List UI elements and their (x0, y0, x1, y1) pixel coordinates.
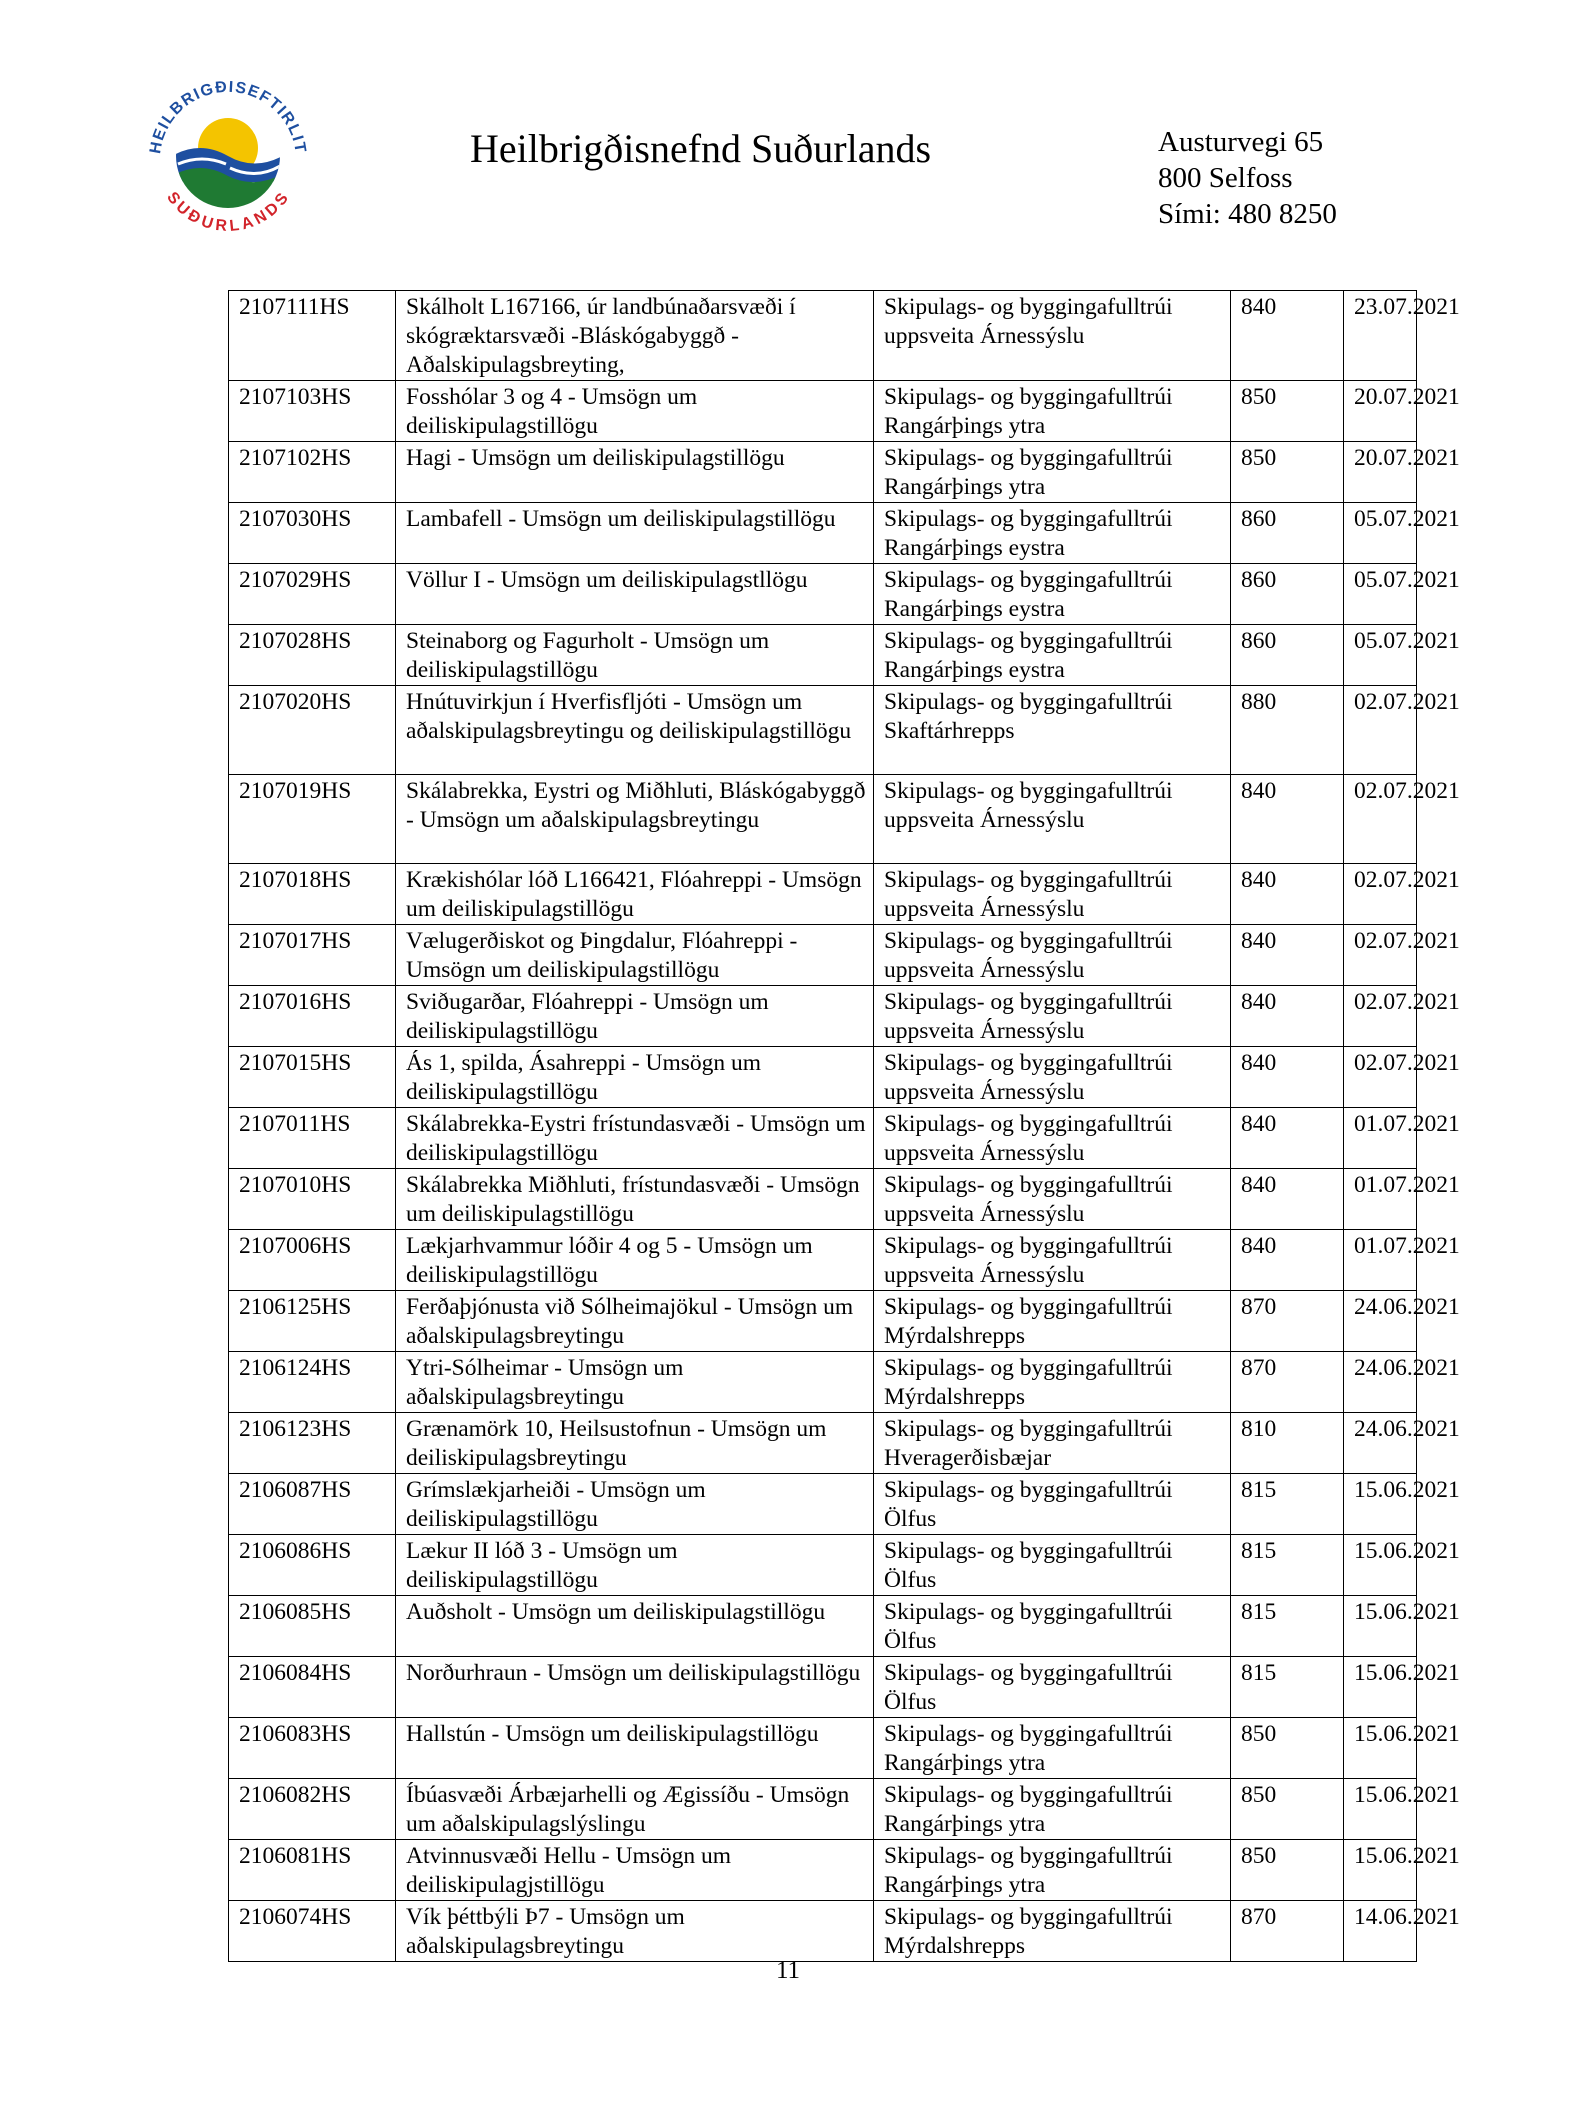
table-row (229, 1474, 1417, 1535)
record-authority-cell: Skipulags- og byggingafulltrúi Mýrdalshrepps (874, 1352, 1231, 1413)
table-row (229, 1291, 1417, 1352)
record-postcode-cell: 870 (1231, 1352, 1344, 1413)
record-authority-cell: Skipulags- og byggingafulltrúi Mýrdalshrepps (874, 1901, 1231, 1962)
record-description-cell: Skálholt L167166, úr landbúnaðarsvæði í skógræktarsvæði -Bláskógabyggð - Aðalskipulagsbreyting, (396, 291, 874, 381)
record-description-cell: Steinaborg og Fagurholt - Umsögn um deiliskipulagstillögu (396, 625, 874, 686)
table-row (229, 1413, 1417, 1474)
record-id-cell: 2107030HS (229, 503, 396, 564)
record-authority-cell: Skipulags- og byggingafulltrúi uppsveita Árnessýslu (874, 1169, 1231, 1230)
table-row (229, 564, 1417, 625)
record-description-cell: Hallstún - Umsögn um deiliskipulagstillögu (396, 1718, 874, 1779)
record-date-cell: 01.07.2021 (1344, 1169, 1417, 1230)
record-postcode-cell: 815 (1231, 1474, 1344, 1535)
table-row (229, 925, 1417, 986)
record-id-cell: 2106084HS (229, 1657, 396, 1718)
table-row (229, 442, 1417, 503)
record-id-cell: 2106082HS (229, 1779, 396, 1840)
table-row (229, 775, 1417, 864)
record-postcode-cell: 850 (1231, 442, 1344, 503)
record-postcode-cell: 840 (1231, 1230, 1344, 1291)
table-row (229, 986, 1417, 1047)
record-date-cell: 01.07.2021 (1344, 1230, 1417, 1291)
address-block (1158, 124, 1337, 232)
record-postcode-cell: 870 (1231, 1901, 1344, 1962)
record-date-cell: 15.06.2021 (1344, 1474, 1417, 1535)
record-authority-cell: Skipulags- og byggingafulltrúi Rangárþings eystra (874, 625, 1231, 686)
record-authority-cell: Skipulags- og byggingafulltrúi Ölfus (874, 1657, 1231, 1718)
record-date-cell: 15.06.2021 (1344, 1779, 1417, 1840)
logo-top-text: HEILBRIGÐISEFTIRLIT (147, 78, 309, 155)
table-row (229, 1840, 1417, 1901)
record-authority-cell: Skipulags- og byggingafulltrúi Ölfus (874, 1474, 1231, 1535)
record-postcode-cell: 840 (1231, 775, 1344, 864)
record-postcode-cell: 840 (1231, 925, 1344, 986)
record-postcode-cell: 840 (1231, 291, 1344, 381)
organization-title: Heilbrigðisnefnd Suðurlands (470, 126, 932, 171)
record-date-cell: 15.06.2021 (1344, 1840, 1417, 1901)
record-description-cell: Norðurhraun - Umsögn um deiliskipulagstillögu (396, 1657, 874, 1718)
record-date-cell: 24.06.2021 (1344, 1352, 1417, 1413)
records-table-body (229, 291, 1460, 1962)
record-authority-cell: Skipulags- og byggingafulltrúi uppsveita Árnessýslu (874, 1047, 1231, 1108)
record-date-cell: 02.07.2021 (1344, 925, 1417, 986)
record-id-cell: 2107006HS (229, 1230, 396, 1291)
record-date-cell: 20.07.2021 (1344, 442, 1417, 503)
address-city: 800 Selfoss (1158, 162, 1293, 194)
logo-bottom-text: SUÐURLANDS (163, 189, 293, 236)
table-row (229, 381, 1417, 442)
record-description-cell: Lambafell - Umsögn um deiliskipulagstillögu (396, 503, 874, 564)
record-description-cell: Lækur II lóð 3 - Umsögn um deiliskipulagstillögu (396, 1535, 874, 1596)
record-postcode-cell: 815 (1231, 1596, 1344, 1657)
record-date-cell: 02.07.2021 (1344, 1047, 1417, 1108)
record-authority-cell: Skipulags- og byggingafulltrúi Ölfus (874, 1596, 1231, 1657)
page-number: 11 (775, 1957, 801, 1984)
record-id-cell: 2107019HS (229, 775, 396, 864)
record-id-cell: 2107103HS (229, 381, 396, 442)
record-authority-cell: Skipulags- og byggingafulltrúi Skaftárhrepps (874, 686, 1231, 775)
organization-logo (138, 64, 318, 244)
logo-emblem (168, 104, 288, 214)
record-date-cell: 20.07.2021 (1344, 381, 1417, 442)
record-postcode-cell: 860 (1231, 625, 1344, 686)
record-description-cell: Hnútuvirkjun í Hverfisfljóti - Umsögn um aðalskipulagsbreytingu og deiliskipulagstillögu (396, 686, 874, 775)
record-postcode-cell: 840 (1231, 864, 1344, 925)
record-id-cell: 2106074HS (229, 1901, 396, 1962)
record-authority-cell: Skipulags- og byggingafulltrúi uppsveita Árnessýslu (874, 775, 1231, 864)
record-postcode-cell: 840 (1231, 1047, 1344, 1108)
record-id-cell: 2107017HS (229, 925, 396, 986)
record-id-cell: 2107011HS (229, 1108, 396, 1169)
table-row (229, 686, 1417, 775)
record-postcode-cell: 880 (1231, 686, 1344, 775)
record-description-cell: Skálabrekka, Eystri og Miðhluti, Bláskógabyggð - Umsögn um aðalskipulagsbreytingu (396, 775, 874, 864)
record-description-cell: Krækishólar lóð L166421, Flóahreppi - Umsögn um deiliskipulagstillögu (396, 864, 874, 925)
table-row (229, 291, 1417, 381)
record-date-cell: 24.06.2021 (1344, 1413, 1417, 1474)
record-description-cell: Vælugerðiskot og Þingdalur, Flóahreppi - Umsögn um deiliskipulagstillögu (396, 925, 874, 986)
table-row (229, 1718, 1417, 1779)
record-authority-cell: Skipulags- og byggingafulltrúi uppsveita Árnessýslu (874, 986, 1231, 1047)
record-date-cell: 15.06.2021 (1344, 1596, 1417, 1657)
table-row (229, 1047, 1417, 1108)
record-date-cell: 23.07.2021 (1344, 291, 1417, 381)
table-row (229, 1169, 1417, 1230)
record-date-cell: 02.07.2021 (1344, 986, 1417, 1047)
table-row (229, 1779, 1417, 1840)
record-postcode-cell: 870 (1231, 1291, 1344, 1352)
record-description-cell: Völlur I - Umsögn um deiliskipulagstllögu (396, 564, 874, 625)
record-description-cell: Hagi - Umsögn um deiliskipulagstillögu (396, 442, 874, 503)
record-date-cell: 02.07.2021 (1344, 864, 1417, 925)
record-description-cell: Grímslækjarheiði - Umsögn um deiliskipulagstillögu (396, 1474, 874, 1535)
record-id-cell: 2107010HS (229, 1169, 396, 1230)
table-row (229, 1108, 1417, 1169)
record-id-cell: 2107016HS (229, 986, 396, 1047)
record-date-cell: 15.06.2021 (1344, 1535, 1417, 1596)
record-authority-cell: Skipulags- og byggingafulltrúi uppsveita Árnessýslu (874, 925, 1231, 986)
record-description-cell: Vík þéttbýli Þ7 - Umsögn um aðalskipulagsbreytingu (396, 1901, 874, 1962)
record-postcode-cell: 815 (1231, 1657, 1344, 1718)
record-postcode-cell: 840 (1231, 1169, 1344, 1230)
record-id-cell: 2106086HS (229, 1535, 396, 1596)
record-description-cell: Fosshólar 3 og 4 - Umsögn um deiliskipulagstillögu (396, 381, 874, 442)
record-authority-cell: Skipulags- og byggingafulltrúi Rangárþings ytra (874, 1718, 1231, 1779)
record-date-cell: 05.07.2021 (1344, 564, 1417, 625)
record-postcode-cell: 850 (1231, 1840, 1344, 1901)
table-row (229, 1901, 1417, 1962)
record-id-cell: 2107102HS (229, 442, 396, 503)
record-description-cell: Ytri-Sólheimar - Umsögn um aðalskipulagsbreytingu (396, 1352, 874, 1413)
record-authority-cell: Skipulags- og byggingafulltrúi uppsveita Árnessýslu (874, 1230, 1231, 1291)
record-id-cell: 2106125HS (229, 1291, 396, 1352)
record-postcode-cell: 850 (1231, 1779, 1344, 1840)
record-authority-cell: Skipulags- og byggingafulltrúi Hveragerðisbæjar (874, 1413, 1231, 1474)
record-description-cell: Skálabrekka-Eystri frístundasvæði - Umsögn um deiliskipulagstillögu (396, 1108, 874, 1169)
record-postcode-cell: 840 (1231, 986, 1344, 1047)
record-postcode-cell: 860 (1231, 503, 1344, 564)
record-postcode-cell: 850 (1231, 381, 1344, 442)
record-date-cell: 05.07.2021 (1344, 503, 1417, 564)
record-authority-cell: Skipulags- og byggingafulltrúi uppsveita Árnessýslu (874, 1108, 1231, 1169)
record-description-cell: Skálabrekka Miðhluti, frístundasvæði - Umsögn um deiliskipulagstillögu (396, 1169, 874, 1230)
record-date-cell: 14.06.2021 (1344, 1901, 1417, 1962)
record-description-cell: Atvinnusvæði Hellu - Umsögn um deiliskipulagjstillögu (396, 1840, 874, 1901)
record-authority-cell: Skipulags- og byggingafulltrúi uppsveita Árnessýslu (874, 864, 1231, 925)
address-phone: Sími: 480 8250 (1158, 198, 1337, 230)
record-date-cell: 02.07.2021 (1344, 686, 1417, 775)
record-id-cell: 2106081HS (229, 1840, 396, 1901)
record-date-cell: 01.07.2021 (1344, 1108, 1417, 1169)
record-description-cell: Ferðaþjónusta við Sólheimajökul - Umsögn um aðalskipulagsbreytingu (396, 1291, 874, 1352)
table-row (229, 1230, 1417, 1291)
record-date-cell: 05.07.2021 (1344, 625, 1417, 686)
record-id-cell: 2107018HS (229, 864, 396, 925)
table-row (229, 1657, 1417, 1718)
record-authority-cell: Skipulags- og byggingafulltrúi Rangárþings ytra (874, 1779, 1231, 1840)
record-date-cell: 15.06.2021 (1344, 1718, 1417, 1779)
record-authority-cell: Skipulags- og byggingafulltrúi Rangárþings eystra (874, 503, 1231, 564)
table-row (229, 1535, 1417, 1596)
record-postcode-cell: 840 (1231, 1108, 1344, 1169)
table-row (229, 864, 1417, 925)
record-id-cell: 2107020HS (229, 686, 396, 775)
record-authority-cell: Skipulags- og byggingafulltrúi Rangárþings ytra (874, 381, 1231, 442)
record-authority-cell: Skipulags- og byggingafulltrúi Rangárþings ytra (874, 1840, 1231, 1901)
record-postcode-cell: 815 (1231, 1535, 1344, 1596)
record-description-cell: Ás 1, spilda, Ásahreppi - Umsögn um deiliskipulagstillögu (396, 1047, 874, 1108)
record-id-cell: 2106123HS (229, 1413, 396, 1474)
record-description-cell: Grænamörk 10, Heilsustofnun - Umsögn um deiliskipulagsbreytingu (396, 1413, 874, 1474)
address-street: Austurvegi 65 (1158, 126, 1324, 158)
record-description-cell: Íbúasvæði Árbæjarhelli og Ægissíðu - Umsögn um aðalskipulagslýslingu (396, 1779, 874, 1840)
table-row (229, 503, 1417, 564)
record-description-cell: Auðsholt - Umsögn um deiliskipulagstillögu (396, 1596, 874, 1657)
record-id-cell: 2107028HS (229, 625, 396, 686)
record-authority-cell: Skipulags- og byggingafulltrúi Rangárþings ytra (874, 442, 1231, 503)
record-id-cell: 2107015HS (229, 1047, 396, 1108)
record-id-cell: 2106083HS (229, 1718, 396, 1779)
record-authority-cell: Skipulags- og byggingafulltrúi Rangárþings eystra (874, 564, 1231, 625)
table-row (229, 1596, 1417, 1657)
record-id-cell: 2106087HS (229, 1474, 396, 1535)
record-id-cell: 2106085HS (229, 1596, 396, 1657)
record-id-cell: 2107111HS (229, 291, 396, 381)
record-authority-cell: Skipulags- og byggingafulltrúi Ölfus (874, 1535, 1231, 1596)
record-description-cell: Lækjarhvammur lóðir 4 og 5 - Umsögn um deiliskipulagstillögu (396, 1230, 874, 1291)
record-postcode-cell: 860 (1231, 564, 1344, 625)
record-date-cell: 24.06.2021 (1344, 1291, 1417, 1352)
record-date-cell: 02.07.2021 (1344, 775, 1417, 864)
record-description-cell: Sviðugarðar, Flóahreppi - Umsögn um deiliskipulagstillögu (396, 986, 874, 1047)
table-row (229, 625, 1417, 686)
record-postcode-cell: 850 (1231, 1718, 1344, 1779)
record-date-cell: 15.06.2021 (1344, 1657, 1417, 1718)
table-row (229, 1352, 1417, 1413)
records-table (228, 290, 1460, 1962)
record-postcode-cell: 810 (1231, 1413, 1344, 1474)
record-authority-cell: Skipulags- og byggingafulltrúi uppsveita Árnessýslu (874, 291, 1231, 381)
record-id-cell: 2106124HS (229, 1352, 396, 1413)
record-authority-cell: Skipulags- og byggingafulltrúi Mýrdalshrepps (874, 1291, 1231, 1352)
record-id-cell: 2107029HS (229, 564, 396, 625)
